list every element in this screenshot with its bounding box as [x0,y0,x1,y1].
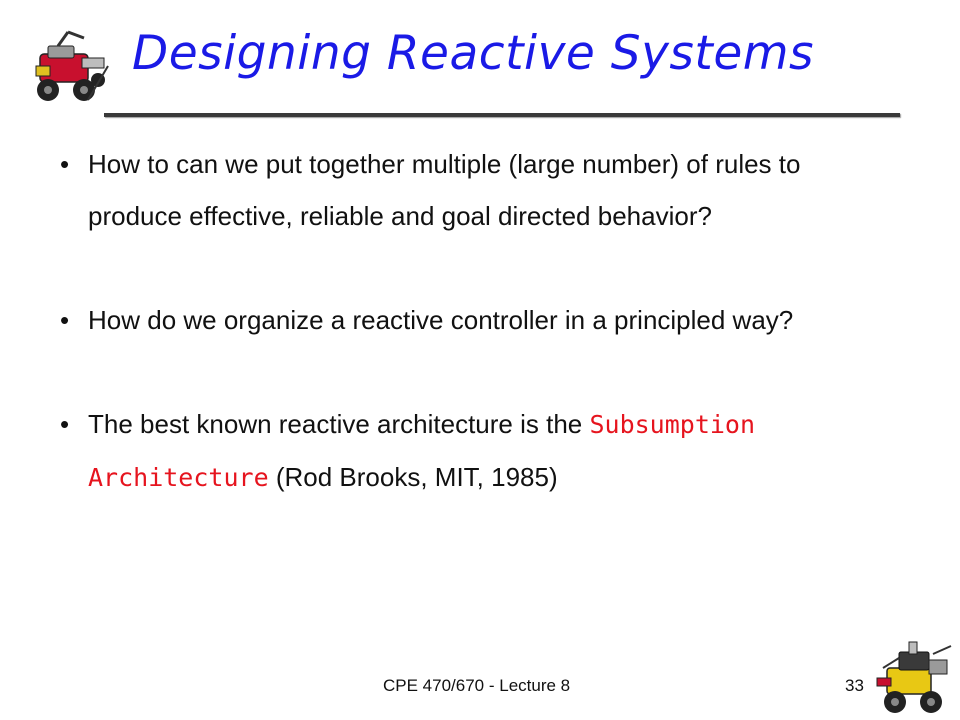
bullet-marker: • [60,409,70,439]
bullet-item [60,138,860,242]
subsumption-architecture-term: Subsumption Architecture [88,410,756,492]
bullet-text: How do we organize a reactive controller in a principled way? [88,305,794,335]
bullet-item [60,294,860,346]
slide-title: Designing Reactive Systems [132,26,815,81]
bullet-item [60,398,860,504]
robot-corner-icon [873,638,957,718]
bullet-marker: • [60,305,70,335]
robot-logo-icon [28,30,112,108]
bullet-list [60,138,860,556]
title-divider [104,113,900,117]
bullet-marker: • [60,149,70,179]
bullet-text: How to can we put together multiple (large number) of rules to produce effective, reliable and goal directed behavior? [88,149,801,231]
bullet-text-pre: The best known reactive architecture is the [88,409,590,439]
page-number: 33 [845,676,864,695]
bullet-text-post: (Rod Brooks, MIT, 1985) [268,462,558,492]
footer-lecture: CPE 470/670 - Lecture 8 [383,676,571,695]
